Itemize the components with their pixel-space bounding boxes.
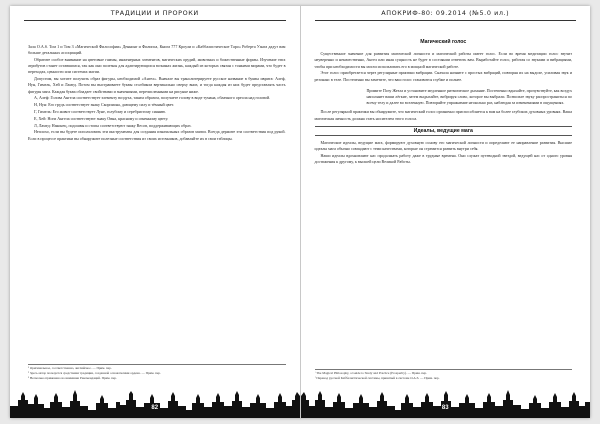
left-paragraph: А, Алеф: Голова Ангела соответствует элементу воздуха, таким образом, получаете голову в виде тумана, облачного ореола над головой.	[34, 95, 271, 101]
right-page	[301, 6, 591, 418]
right-paragraph: Этот голос приобретается через регулярные практики вибрации. Сначала начните с простых вибраций, повторяя их на выдохе, усиливая звук и резонанс в теле. Постепенно вы заметите, что ваш голос становится глубже и полнее.	[314, 70, 572, 82]
footnote: ¹ The Magical Philosophy, a Guide to Study and Practice (Prosperity). — Прим. пер.	[314, 370, 427, 375]
footnote: ² Перевод русской Каббалистической системы, принятый в системе O.A.S. — Прим. пер.	[314, 375, 440, 380]
section-title-ideals: Идеалы, ведущие мага	[315, 126, 573, 136]
footnote: ² Здесь автор пользуется средствами традиции, созданной основателями ордена. — Прим. пер.	[28, 370, 161, 375]
left-paragraph: Обратите особое внимание на цветовые гаммы, инженерных элементов, магических орудий, животных и божественные формы. Изучение этих атрибутов станет оставшимся, так как они полезны для адаптирующихся вознаках жизнь, каждый из которых связан с тонкими мирами, что будет в переходах, ценности или системах магии.	[28, 57, 286, 75]
right-page-number: 83	[441, 405, 449, 411]
left-body-text	[28, 44, 286, 142]
right-paragraph: Существенное значение для развития магической личности и магической работы имеет голос. Если во время медитации голос звучит неуверенно и некачественно, Ангел или иная сущность не будет в состоянии ответить вам. Выработайте голос, работая со звуками и вибрациями, чтобы при необходимости вы могли использовать его в мощной магической работе.	[314, 51, 572, 69]
left-paragraph: Допустим, вы хотите получить образ фигуры, необходимой «Ангел». Вначале вы транслитерируете русское название в буквы иврита: Алеф, Нун, Гимель, Хей и Ламед. Потом вы выстраиваете буквы столбиком вертикально сверху вниз, и тогда каждая из них будет представлять часть фигуры мага. Каждая буква обладает свойствами и значениями, перечисленными на рисунке ниже.	[28, 76, 286, 94]
left-paragraph: Зала О.А.S. Том 1 и Том 3 «Магической Философии» Деннинг и Филипса, Книга 777 Кроули и «Каббалистическое Таро» Роберта Уанга дадут вам больше детальных ассоциаций.	[28, 44, 286, 56]
footnote: ¹ Оригинальное, соответственно, английское. — Прим. пер.	[28, 365, 112, 370]
footnote: ³ Несколько применено во внимание Рекомендаций. Прим. пер.	[28, 375, 117, 380]
section-title-magical-voice: Магический голос	[420, 39, 467, 45]
exercise-text: Примите Позу Жезла и установите медленное ритмическое дыхание. Постепенно вдыхайте, прочувствуйте, как воздух наполняет ваши лёгкие, затем выдыхайте, вибрируя слово, которое вы выбрали. Позвольте звуку распространиться по всему телу и далее во вселенную. Повторяйте упражнение несколько раз, наблюдая за изменениями в ощущениях.	[366, 87, 572, 106]
left-page	[10, 6, 301, 418]
left-paragraph: Е, Хей: Ноги Ангела соответствуют знаку Овна, красному и огненному цвету.	[34, 115, 169, 121]
left-paragraph: Н, Нун: Его грудь соответствует знаку Скорпиона, дающему силу и тёмный цвет.	[34, 102, 174, 108]
left-running-header: ТРАДИЦИИ И ПРОРОКИ	[110, 9, 199, 17]
left-paragraph: Неплохо, если вы будете использовать эти инструменты для создания изначальных образов магии. Всегда держите эти соответствия под рукой. Если в процессе практики вы обнаружите полезные соответствия из своих источников, добавляйте их в свои таблицы.	[28, 129, 286, 141]
left-footnotes	[28, 364, 286, 381]
right-header-rule	[315, 20, 577, 21]
right-body-text	[315, 36, 573, 166]
right-running-header: АПОКРИФ-80: 09.2014 (№5.0 ил.)	[381, 9, 510, 17]
left-header-rule	[24, 20, 286, 21]
right-paragraph: Наши идеалы вдохновляют нас продолжать работу даже в трудные времена. Они служат путеводной звездой, ведущей нас от одного уровня достижения к другому, к высшей цели Великой Работы.	[314, 153, 572, 165]
left-paragraph: Г, Гимель: Его живот соответствует Луне, голубому и серебристому сиянию.	[34, 109, 167, 114]
castle-silhouette-footer	[10, 388, 300, 418]
right-paragraph: Магические идеалы, ведущие мага, формируют духовную основу его магической личности и определяют ее направление развития. Высшие идеалы мага обычно совпадают с теми качествами, которые он стремится развить внутри себя.	[314, 140, 572, 152]
book-spread	[10, 6, 590, 418]
left-paragraph: Л, Ламед: Наконец, подошвы и стопы соответствуют знаку Весов, поддерживающих образ.	[34, 122, 192, 128]
exercise-block	[367, 88, 573, 107]
castle-silhouette-footer	[301, 388, 591, 418]
right-footnotes	[315, 369, 573, 381]
left-page-number: 82	[151, 405, 159, 411]
right-paragraph: После регулярной практики вы обнаружите, что магический голос органично приспособляется к вам на более глубоких духовных уровнях. Ваша магическая личность должна стать носителем этого голоса.	[314, 109, 572, 121]
